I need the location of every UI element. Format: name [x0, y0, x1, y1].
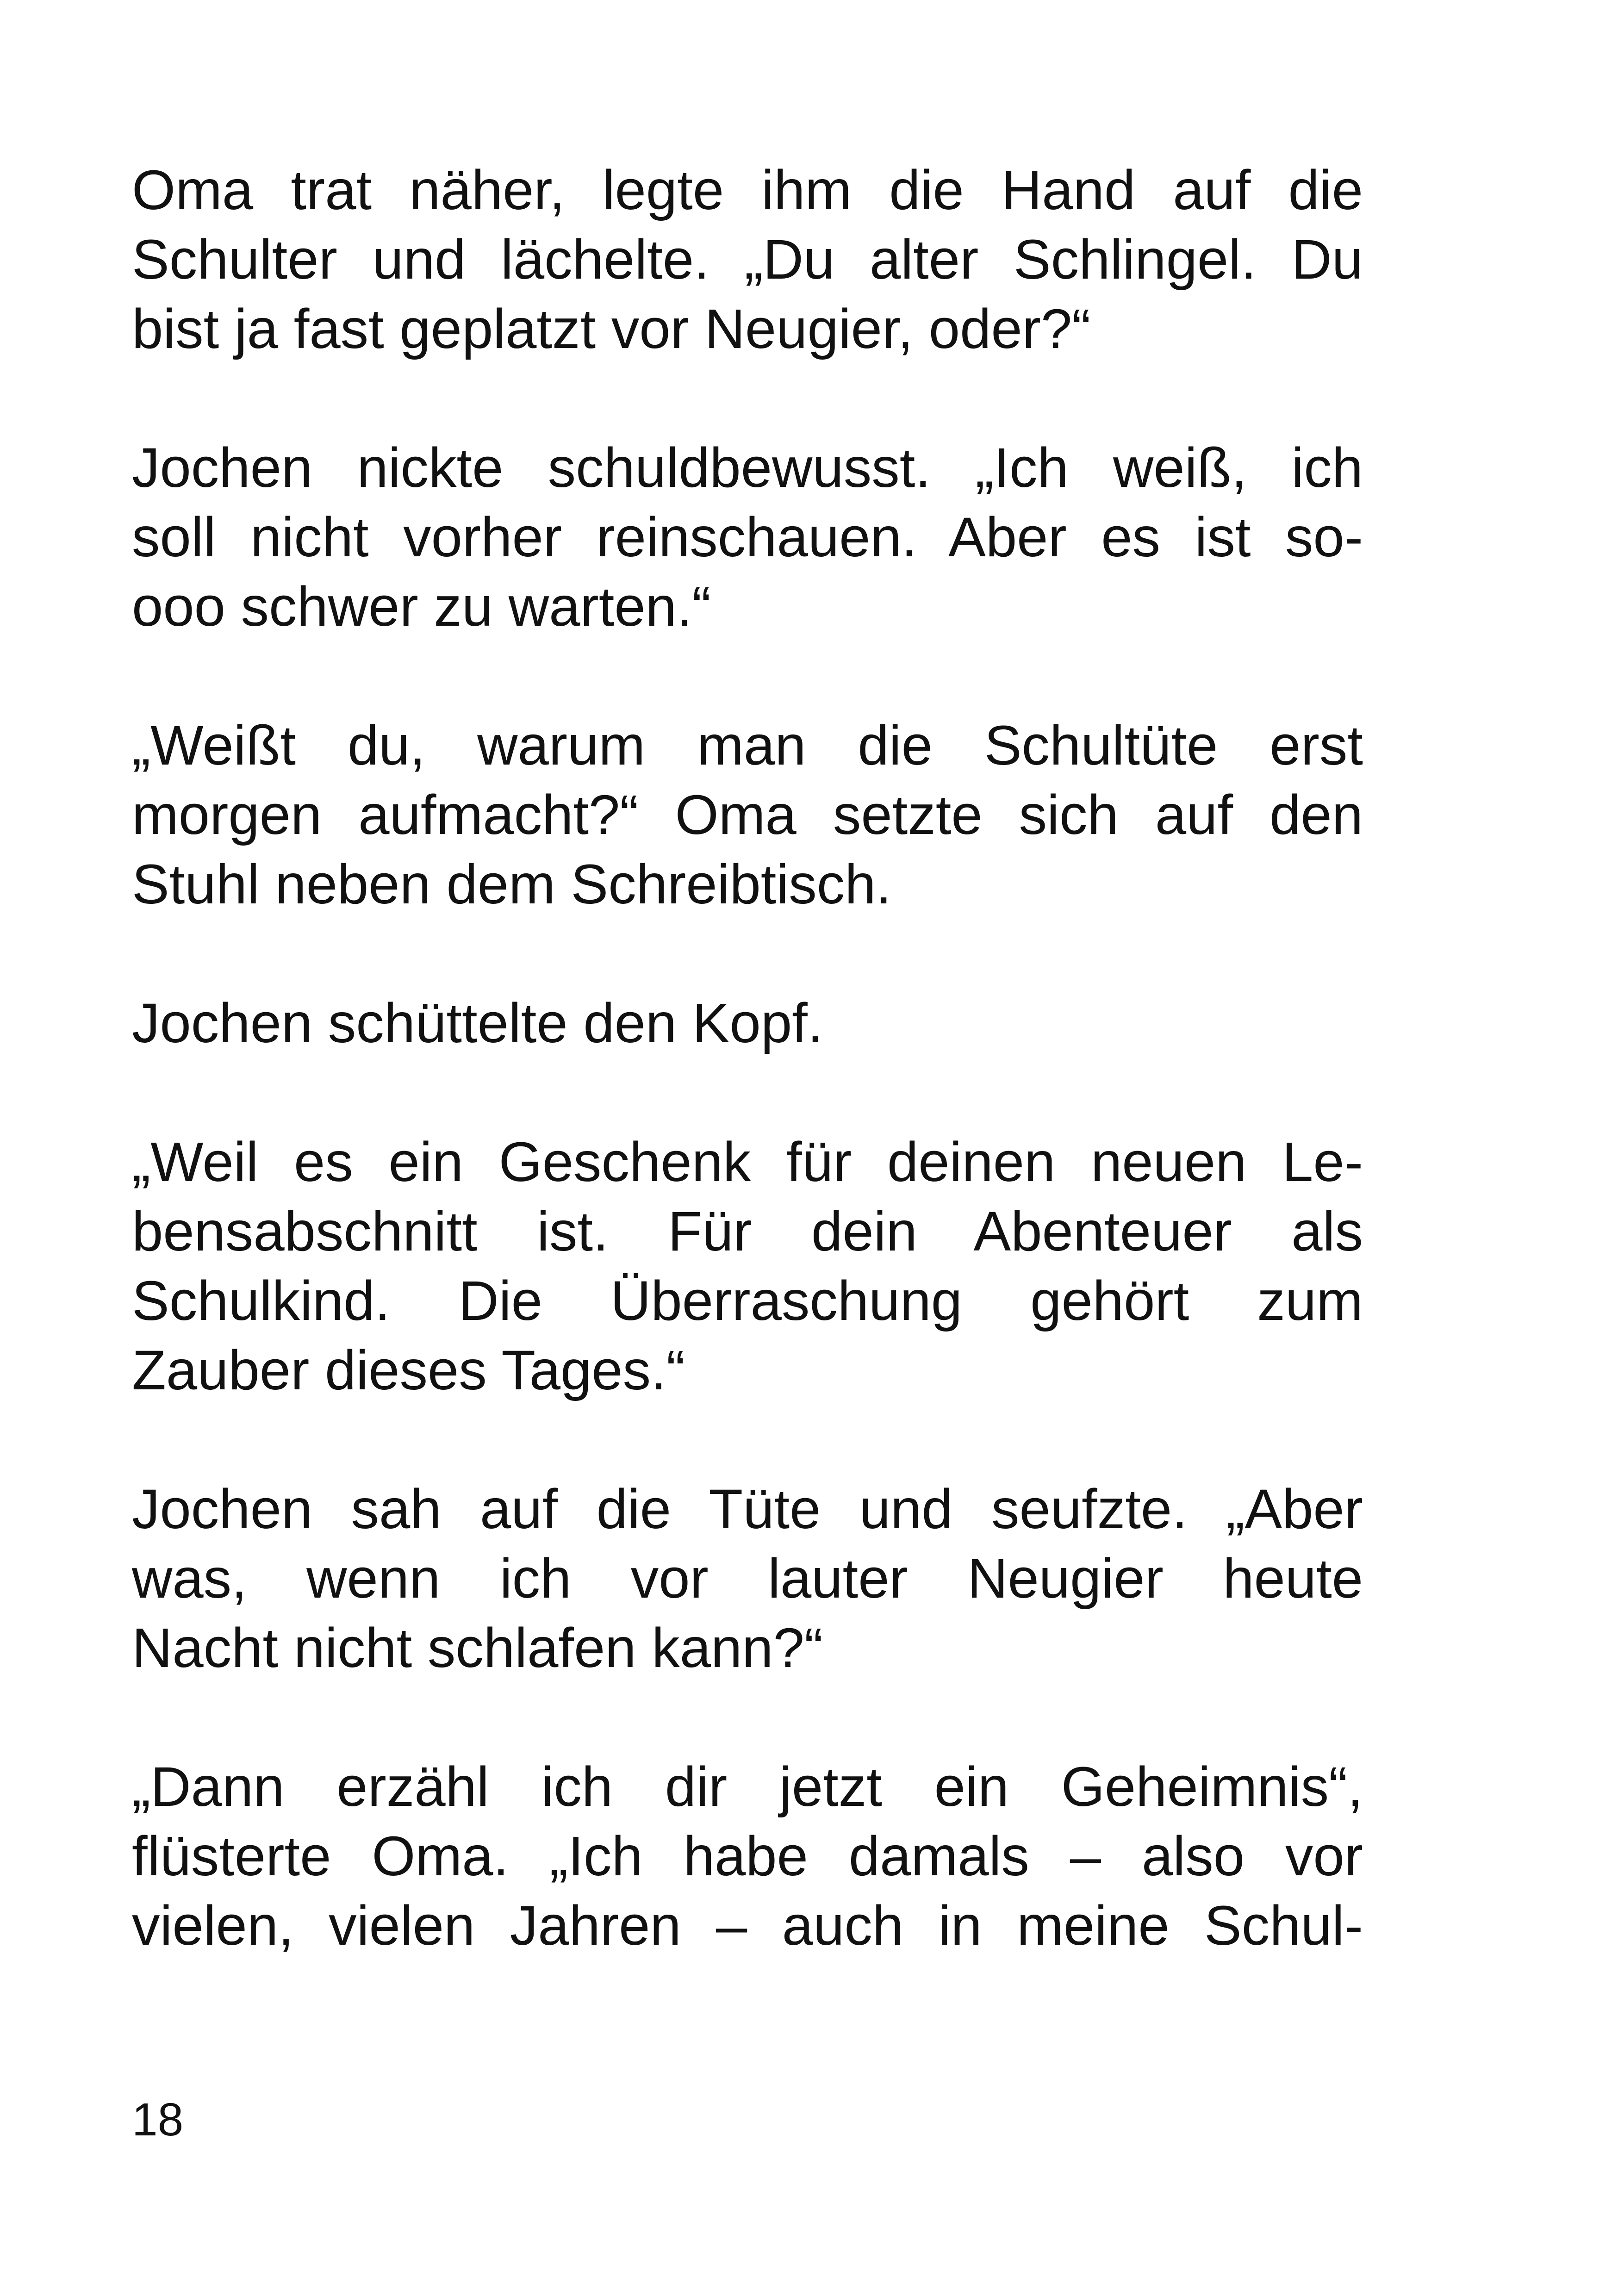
- body-text: [132, 155, 1363, 2029]
- text-line: morgen aufmacht?“ Oma setzte sich auf den: [132, 783, 1363, 846]
- text-line: ooo schwer zu warten.“: [132, 575, 711, 638]
- text-line: soll nicht vorher reinschauen. Aber es ist so-: [132, 505, 1363, 568]
- text-line: Jochen nickte schuldbewusst. „Ich weiß, ich: [132, 436, 1363, 499]
- text-line: „Weißt du, warum man die Schultüte erst: [132, 714, 1363, 777]
- text-line: Oma trat näher, legte ihm die Hand auf die: [132, 158, 1363, 221]
- text-line: vielen, vielen Jahren – auch in meine Schul-: [132, 1894, 1363, 1957]
- paragraph-3: [132, 710, 1363, 919]
- text-line: „Dann erzähl ich dir jetzt ein Geheimnis“,: [132, 1755, 1363, 1818]
- text-line: was, wenn ich vor lauter Neugier heute: [132, 1547, 1363, 1610]
- text-line: Zauber dieses Tages.“: [132, 1338, 685, 1401]
- text-line: Nacht nicht schlafen kann?“: [132, 1616, 823, 1679]
- paragraph-6: [132, 1474, 1363, 1682]
- text-line: bist ja fast geplatzt vor Neugier, oder?“: [132, 297, 1091, 360]
- text-line: Jochen schüttelte den Kopf.: [132, 991, 823, 1054]
- text-line: Stuhl neben dem Schreibtisch.: [132, 852, 892, 915]
- text-line: Jochen sah auf die Tüte und seufzte. „Aber: [132, 1477, 1363, 1540]
- text-line: Schulkind. Die Überraschung gehört zum: [132, 1269, 1363, 1332]
- paragraph-2: [132, 433, 1363, 641]
- text-line: „Weil es ein Geschenk für deinen neuen Le-: [132, 1130, 1363, 1193]
- paragraph-4: [132, 988, 1363, 1058]
- text-line: bensabschnitt ist. Für dein Abenteuer als: [132, 1200, 1363, 1263]
- paragraph-5: [132, 1127, 1363, 1405]
- text-line: flüsterte Oma. „Ich habe damals – also vor: [132, 1824, 1363, 1887]
- text-line: Schulter und lächelte. „Du alter Schlingel. Du: [132, 228, 1363, 291]
- paragraph-1: [132, 155, 1363, 363]
- paragraph-7: [132, 1752, 1363, 1960]
- page-number: 18: [132, 2094, 184, 2146]
